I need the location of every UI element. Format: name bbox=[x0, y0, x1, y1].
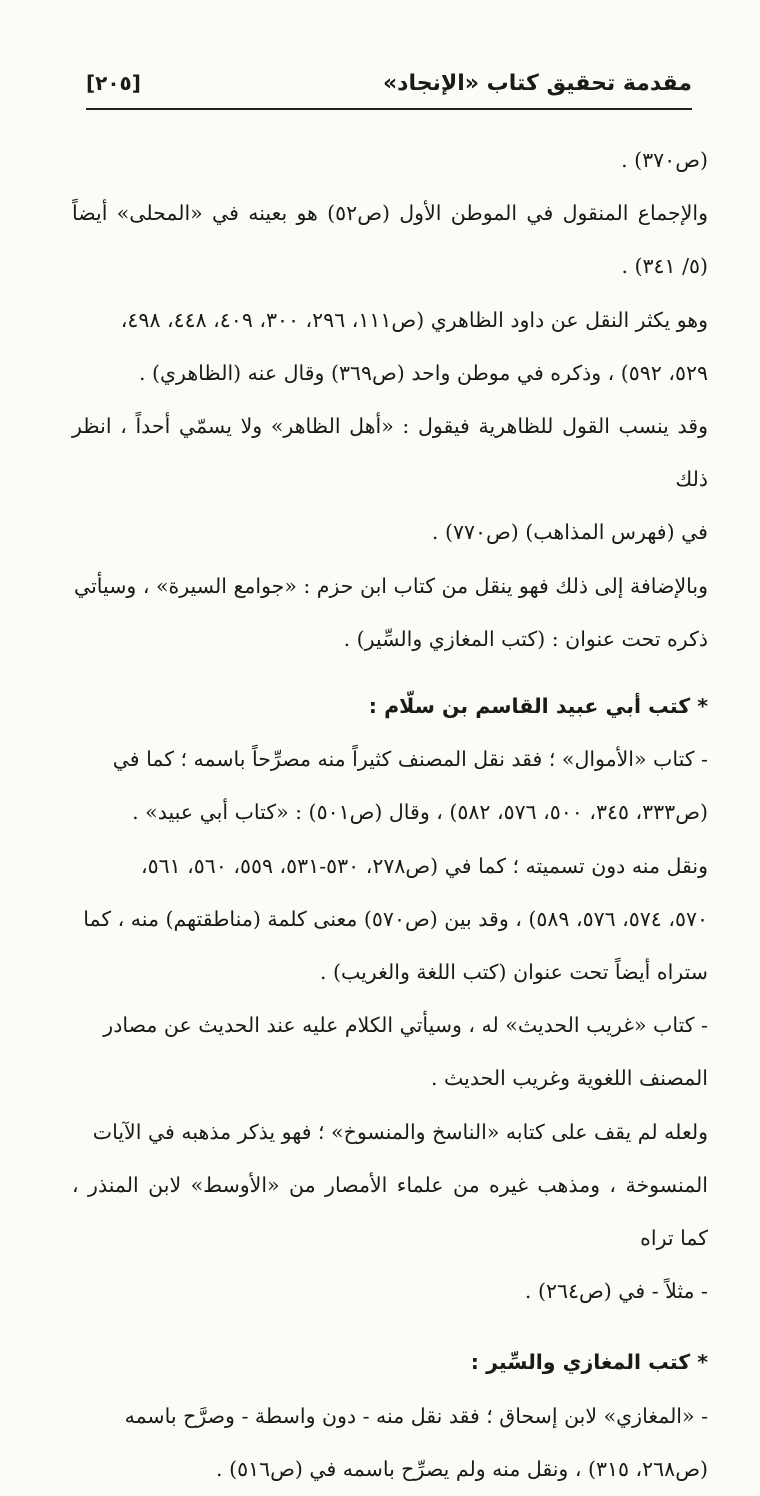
text-line: وهو يكثر النقل عن داود الظاهري (ص١١١، ٢٩٦، ٣٠٠، ٤٠٩، ٤٤٨، ٤٩٨، bbox=[120, 307, 708, 332]
section-heading: * كتب المغازي والسِّير : bbox=[470, 1350, 708, 1375]
text-line: المنسوخة ، ومذهب غيره من علماء الأمصار من «الأوسط» لابن المنذر ، كما تراه bbox=[72, 1172, 708, 1251]
text-line: ذكره تحت عنوان : (كتب المغازي والسِّير) . bbox=[343, 626, 708, 651]
text-line: ولعله لم يقف على كتابه «الناسخ والمنسوخ» ؛ فهو يذكر مذهبه في الآيات bbox=[92, 1119, 708, 1144]
text-line: وبالإضافة إلى ذلك فهو ينقل من كتاب ابن حزم : «جوامع السيرة» ، وسيأتي bbox=[74, 573, 708, 598]
text-line: - مثلاً - في (ص٢٦٤) . bbox=[524, 1279, 708, 1304]
text-line: - كتاب «غريب الحديث» له ، وسيأتي الكلام عليه عند الحديث عن مصادر bbox=[103, 1013, 708, 1038]
text-line: ٥٢٩، ٥٩٢) ، وذكره في موطن واحد (ص٣٦٩) وقال عنه (الظاهري) . bbox=[138, 360, 708, 385]
running-header bbox=[86, 58, 692, 110]
text-line: وقد ينسب القول للظاهرية فيقول : «أهل الظاهر» ولا يسمّي أحداً ، انظر ذلك bbox=[72, 414, 708, 492]
page-number: [٢٠٥] bbox=[86, 71, 141, 95]
page-body bbox=[72, 134, 708, 1496]
text-line: المصنف اللغوية وغريب الحديث . bbox=[430, 1066, 708, 1091]
section-heading: * كتب أبي عبيد القاسم بن سلّام : bbox=[368, 694, 708, 719]
text-line: - «المغازي» لابن إسحاق ؛ فقد نقل منه - دون واسطة - وصرَّح باسمه bbox=[124, 1403, 708, 1428]
text-line: (ص٣٣٣، ٣٤٥، ٥٠٠، ٥٧٦، ٥٨٢) ، وقال (ص٥٠١) : «كتاب أبي عبيد» . bbox=[132, 800, 708, 825]
text-line: - كتاب «الأموال» ؛ فقد نقل المصنف كثيراً منه مصرِّحاً باسمه ؛ كما في bbox=[112, 747, 708, 772]
text-line: (ص٢٦٨، ٣١٥) ، ونقل منه ولم يصرِّح باسمه في (ص٥١٦) . bbox=[216, 1456, 708, 1481]
running-title: مقدمة تحقيق كتاب «الإنجاد» bbox=[382, 70, 692, 96]
text-line: ستراه أيضاً تحت عنوان (كتب اللغة والغريب) . bbox=[319, 960, 708, 985]
text-line: في (فهرس المذاهب) (ص٧٧٠) . bbox=[431, 520, 708, 545]
text-line: ونقل منه دون تسميته ؛ كما في (ص٢٧٨، ٥٣٠-٥٣١، ٥٥٩، ٥٦٠، ٥٦١، bbox=[140, 853, 708, 878]
text-line: ٥٧٠، ٥٧٤، ٥٧٦، ٥٨٩) ، وقد بين (ص٥٧٠) معنى كلمة (مناطقتهم) منه ، كما bbox=[83, 906, 708, 931]
text-line: والإجماع المنقول في الموطن الأول (ص٥٢) هو بعينه في «المحلى» أيضاً (٥/ ٣٤١) . bbox=[72, 201, 708, 279]
text-line: (ص٣٧٠) . bbox=[621, 148, 708, 172]
